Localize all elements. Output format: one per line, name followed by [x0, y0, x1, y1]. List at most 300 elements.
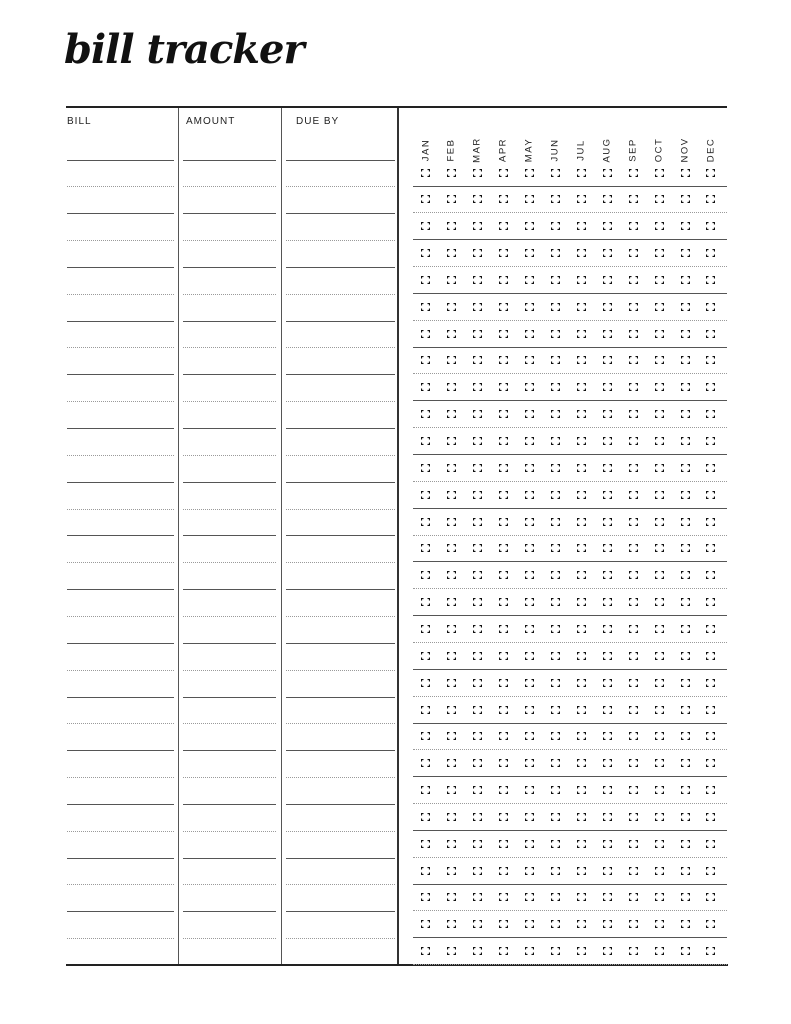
checkbox-icon[interactable] — [473, 759, 482, 767]
checkbox-icon[interactable] — [655, 383, 664, 391]
checkbox-icon[interactable] — [499, 947, 508, 955]
checkbox-icon[interactable] — [577, 759, 586, 767]
checkbox-icon[interactable] — [551, 679, 560, 687]
checkbox-icon[interactable] — [577, 518, 586, 526]
checkbox-icon[interactable] — [577, 598, 586, 606]
checkbox-icon[interactable] — [681, 303, 690, 311]
bill-entry-line[interactable] — [67, 321, 174, 322]
checkbox-icon[interactable] — [629, 356, 638, 364]
checkbox-icon[interactable] — [421, 437, 430, 445]
checkbox-icon[interactable] — [629, 169, 638, 177]
checkbox-icon[interactable] — [706, 732, 715, 740]
checkbox-icon[interactable] — [577, 410, 586, 418]
checkbox-icon[interactable] — [655, 169, 664, 177]
checkbox-icon[interactable] — [421, 249, 430, 257]
checkbox-icon[interactable] — [681, 437, 690, 445]
checkbox-icon[interactable] — [525, 195, 534, 203]
checkbox-icon[interactable] — [447, 464, 456, 472]
checkbox-icon[interactable] — [499, 518, 508, 526]
checkbox-icon[interactable] — [421, 491, 430, 499]
checkbox-icon[interactable] — [655, 759, 664, 767]
checkbox-icon[interactable] — [681, 813, 690, 821]
checkbox-icon[interactable] — [499, 893, 508, 901]
checkbox-icon[interactable] — [473, 786, 482, 794]
checkbox-icon[interactable] — [603, 652, 612, 660]
checkbox-icon[interactable] — [655, 437, 664, 445]
checkbox-icon[interactable] — [577, 222, 586, 230]
checkbox-icon[interactable] — [473, 867, 482, 875]
checkbox-icon[interactable] — [706, 947, 715, 955]
checkbox-icon[interactable] — [421, 544, 430, 552]
checkbox-icon[interactable] — [706, 249, 715, 257]
bill-entry-line[interactable] — [67, 455, 174, 456]
amount-entry-line[interactable] — [183, 428, 276, 429]
checkbox-icon[interactable] — [551, 249, 560, 257]
checkbox-icon[interactable] — [681, 464, 690, 472]
checkbox-icon[interactable] — [525, 383, 534, 391]
checkbox-icon[interactable] — [681, 276, 690, 284]
checkbox-icon[interactable] — [629, 759, 638, 767]
checkbox-icon[interactable] — [655, 679, 664, 687]
checkbox-icon[interactable] — [525, 679, 534, 687]
checkbox-icon[interactable] — [525, 813, 534, 821]
amount-entry-line[interactable] — [183, 750, 276, 751]
amount-entry-line[interactable] — [183, 670, 276, 671]
checkbox-icon[interactable] — [655, 222, 664, 230]
checkbox-icon[interactable] — [629, 786, 638, 794]
checkbox-icon[interactable] — [577, 706, 586, 714]
bill-entry-line[interactable] — [67, 911, 174, 912]
amount-entry-line[interactable] — [183, 643, 276, 644]
checkbox-icon[interactable] — [706, 598, 715, 606]
bill-entry-line[interactable] — [67, 482, 174, 483]
checkbox-icon[interactable] — [681, 330, 690, 338]
checkbox-icon[interactable] — [447, 598, 456, 606]
checkbox-icon[interactable] — [603, 464, 612, 472]
amount-entry-line[interactable] — [183, 267, 276, 268]
checkbox-icon[interactable] — [447, 840, 456, 848]
checkbox-icon[interactable] — [655, 920, 664, 928]
amount-entry-line[interactable] — [183, 697, 276, 698]
checkbox-icon[interactable] — [499, 920, 508, 928]
checkbox-icon[interactable] — [473, 679, 482, 687]
due-by-entry-line[interactable] — [286, 213, 395, 214]
checkbox-icon[interactable] — [551, 571, 560, 579]
checkbox-icon[interactable] — [551, 491, 560, 499]
checkbox-icon[interactable] — [551, 867, 560, 875]
checkbox-icon[interactable] — [525, 222, 534, 230]
checkbox-icon[interactable] — [603, 195, 612, 203]
checkbox-icon[interactable] — [421, 571, 430, 579]
checkbox-icon[interactable] — [551, 195, 560, 203]
checkbox-icon[interactable] — [629, 732, 638, 740]
checkbox-icon[interactable] — [421, 893, 430, 901]
checkbox-icon[interactable] — [681, 652, 690, 660]
checkbox-icon[interactable] — [551, 893, 560, 901]
checkbox-icon[interactable] — [706, 679, 715, 687]
checkbox-icon[interactable] — [655, 625, 664, 633]
checkbox-icon[interactable] — [499, 652, 508, 660]
due-by-entry-line[interactable] — [286, 401, 395, 402]
checkbox-icon[interactable] — [706, 625, 715, 633]
checkbox-icon[interactable] — [551, 813, 560, 821]
checkbox-icon[interactable] — [421, 732, 430, 740]
checkbox-icon[interactable] — [473, 464, 482, 472]
checkbox-icon[interactable] — [525, 249, 534, 257]
amount-entry-line[interactable] — [183, 294, 276, 295]
checkbox-icon[interactable] — [655, 544, 664, 552]
checkbox-icon[interactable] — [447, 947, 456, 955]
checkbox-icon[interactable] — [525, 276, 534, 284]
bill-entry-line[interactable] — [67, 562, 174, 563]
checkbox-icon[interactable] — [447, 276, 456, 284]
checkbox-icon[interactable] — [629, 571, 638, 579]
checkbox-icon[interactable] — [473, 706, 482, 714]
amount-entry-line[interactable] — [183, 374, 276, 375]
checkbox-icon[interactable] — [603, 383, 612, 391]
checkbox-icon[interactable] — [551, 759, 560, 767]
bill-entry-line[interactable] — [67, 428, 174, 429]
checkbox-icon[interactable] — [603, 222, 612, 230]
amount-entry-line[interactable] — [183, 535, 276, 536]
bill-entry-line[interactable] — [67, 804, 174, 805]
checkbox-icon[interactable] — [525, 759, 534, 767]
checkbox-icon[interactable] — [577, 276, 586, 284]
due-by-entry-line[interactable] — [286, 670, 395, 671]
checkbox-icon[interactable] — [473, 652, 482, 660]
checkbox-icon[interactable] — [706, 383, 715, 391]
checkbox-icon[interactable] — [655, 249, 664, 257]
checkbox-icon[interactable] — [603, 276, 612, 284]
checkbox-icon[interactable] — [577, 330, 586, 338]
checkbox-icon[interactable] — [551, 410, 560, 418]
checkbox-icon[interactable] — [706, 222, 715, 230]
checkbox-icon[interactable] — [577, 249, 586, 257]
checkbox-icon[interactable] — [655, 732, 664, 740]
checkbox-icon[interactable] — [551, 732, 560, 740]
bill-entry-line[interactable] — [67, 589, 174, 590]
checkbox-icon[interactable] — [447, 625, 456, 633]
checkbox-icon[interactable] — [629, 544, 638, 552]
amount-entry-line[interactable] — [183, 482, 276, 483]
bill-entry-line[interactable] — [67, 697, 174, 698]
checkbox-icon[interactable] — [421, 598, 430, 606]
bill-entry-line[interactable] — [67, 535, 174, 536]
due-by-entry-line[interactable] — [286, 723, 395, 724]
checkbox-icon[interactable] — [447, 813, 456, 821]
checkbox-icon[interactable] — [655, 706, 664, 714]
checkbox-icon[interactable] — [629, 330, 638, 338]
checkbox-icon[interactable] — [681, 893, 690, 901]
checkbox-icon[interactable] — [603, 330, 612, 338]
checkbox-icon[interactable] — [681, 920, 690, 928]
checkbox-icon[interactable] — [447, 867, 456, 875]
checkbox-icon[interactable] — [551, 518, 560, 526]
checkbox-icon[interactable] — [447, 544, 456, 552]
checkbox-icon[interactable] — [603, 356, 612, 364]
checkbox-icon[interactable] — [525, 920, 534, 928]
checkbox-icon[interactable] — [655, 947, 664, 955]
checkbox-icon[interactable] — [421, 813, 430, 821]
checkbox-icon[interactable] — [706, 920, 715, 928]
due-by-entry-line[interactable] — [286, 347, 395, 348]
bill-entry-line[interactable] — [67, 884, 174, 885]
checkbox-icon[interactable] — [603, 249, 612, 257]
checkbox-icon[interactable] — [499, 276, 508, 284]
checkbox-icon[interactable] — [655, 330, 664, 338]
checkbox-icon[interactable] — [681, 706, 690, 714]
amount-entry-line[interactable] — [183, 723, 276, 724]
checkbox-icon[interactable] — [629, 383, 638, 391]
amount-entry-line[interactable] — [183, 240, 276, 241]
checkbox-icon[interactable] — [629, 276, 638, 284]
checkbox-icon[interactable] — [473, 276, 482, 284]
checkbox-icon[interactable] — [421, 625, 430, 633]
checkbox-icon[interactable] — [551, 786, 560, 794]
checkbox-icon[interactable] — [421, 330, 430, 338]
checkbox-icon[interactable] — [473, 330, 482, 338]
checkbox-icon[interactable] — [499, 679, 508, 687]
checkbox-icon[interactable] — [577, 464, 586, 472]
checkbox-icon[interactable] — [655, 518, 664, 526]
checkbox-icon[interactable] — [551, 625, 560, 633]
checkbox-icon[interactable] — [629, 222, 638, 230]
bill-entry-line[interactable] — [67, 616, 174, 617]
checkbox-icon[interactable] — [629, 920, 638, 928]
checkbox-icon[interactable] — [551, 437, 560, 445]
bill-entry-line[interactable] — [67, 858, 174, 859]
checkbox-icon[interactable] — [447, 518, 456, 526]
checkbox-icon[interactable] — [655, 491, 664, 499]
due-by-entry-line[interactable] — [286, 858, 395, 859]
checkbox-icon[interactable] — [629, 598, 638, 606]
checkbox-icon[interactable] — [655, 410, 664, 418]
checkbox-icon[interactable] — [577, 732, 586, 740]
checkbox-icon[interactable] — [473, 356, 482, 364]
checkbox-icon[interactable] — [421, 652, 430, 660]
checkbox-icon[interactable] — [577, 813, 586, 821]
checkbox-icon[interactable] — [577, 383, 586, 391]
due-by-entry-line[interactable] — [286, 509, 395, 510]
checkbox-icon[interactable] — [706, 464, 715, 472]
checkbox-icon[interactable] — [499, 195, 508, 203]
checkbox-icon[interactable] — [629, 840, 638, 848]
checkbox-icon[interactable] — [499, 222, 508, 230]
checkbox-icon[interactable] — [603, 598, 612, 606]
checkbox-icon[interactable] — [447, 893, 456, 901]
checkbox-icon[interactable] — [681, 947, 690, 955]
due-by-entry-line[interactable] — [286, 884, 395, 885]
checkbox-icon[interactable] — [525, 867, 534, 875]
amount-entry-line[interactable] — [183, 401, 276, 402]
checkbox-icon[interactable] — [629, 867, 638, 875]
due-by-entry-line[interactable] — [286, 804, 395, 805]
checkbox-icon[interactable] — [499, 464, 508, 472]
checkbox-icon[interactable] — [525, 652, 534, 660]
checkbox-icon[interactable] — [706, 195, 715, 203]
amount-entry-line[interactable] — [183, 616, 276, 617]
checkbox-icon[interactable] — [473, 518, 482, 526]
checkbox-icon[interactable] — [681, 222, 690, 230]
checkbox-icon[interactable] — [629, 437, 638, 445]
checkbox-icon[interactable] — [577, 920, 586, 928]
checkbox-icon[interactable] — [681, 518, 690, 526]
checkbox-icon[interactable] — [551, 464, 560, 472]
due-by-entry-line[interactable] — [286, 777, 395, 778]
checkbox-icon[interactable] — [525, 598, 534, 606]
due-by-entry-line[interactable] — [286, 616, 395, 617]
amount-entry-line[interactable] — [183, 884, 276, 885]
checkbox-icon[interactable] — [551, 920, 560, 928]
checkbox-icon[interactable] — [629, 518, 638, 526]
checkbox-icon[interactable] — [525, 491, 534, 499]
checkbox-icon[interactable] — [499, 732, 508, 740]
bill-entry-line[interactable] — [67, 267, 174, 268]
checkbox-icon[interactable] — [421, 759, 430, 767]
checkbox-icon[interactable] — [603, 169, 612, 177]
bill-entry-line[interactable] — [67, 401, 174, 402]
checkbox-icon[interactable] — [603, 410, 612, 418]
checkbox-icon[interactable] — [499, 786, 508, 794]
checkbox-icon[interactable] — [655, 840, 664, 848]
checkbox-icon[interactable] — [499, 169, 508, 177]
amount-entry-line[interactable] — [183, 347, 276, 348]
checkbox-icon[interactable] — [551, 330, 560, 338]
checkbox-icon[interactable] — [603, 625, 612, 633]
checkbox-icon[interactable] — [551, 222, 560, 230]
due-by-entry-line[interactable] — [286, 697, 395, 698]
checkbox-icon[interactable] — [629, 652, 638, 660]
checkbox-icon[interactable] — [603, 867, 612, 875]
checkbox-icon[interactable] — [706, 544, 715, 552]
checkbox-icon[interactable] — [603, 303, 612, 311]
checkbox-icon[interactable] — [525, 893, 534, 901]
checkbox-icon[interactable] — [447, 410, 456, 418]
checkbox-icon[interactable] — [525, 625, 534, 633]
checkbox-icon[interactable] — [421, 464, 430, 472]
checkbox-icon[interactable] — [706, 571, 715, 579]
checkbox-icon[interactable] — [706, 491, 715, 499]
checkbox-icon[interactable] — [447, 383, 456, 391]
checkbox-icon[interactable] — [655, 652, 664, 660]
checkbox-icon[interactable] — [629, 195, 638, 203]
due-by-entry-line[interactable] — [286, 750, 395, 751]
bill-entry-line[interactable] — [67, 750, 174, 751]
checkbox-icon[interactable] — [421, 920, 430, 928]
checkbox-icon[interactable] — [603, 920, 612, 928]
checkbox-icon[interactable] — [551, 276, 560, 284]
checkbox-icon[interactable] — [473, 249, 482, 257]
due-by-entry-line[interactable] — [286, 428, 395, 429]
checkbox-icon[interactable] — [577, 867, 586, 875]
bill-entry-line[interactable] — [67, 670, 174, 671]
due-by-entry-line[interactable] — [286, 294, 395, 295]
checkbox-icon[interactable] — [629, 410, 638, 418]
checkbox-icon[interactable] — [551, 947, 560, 955]
checkbox-icon[interactable] — [499, 383, 508, 391]
checkbox-icon[interactable] — [577, 571, 586, 579]
due-by-entry-line[interactable] — [286, 643, 395, 644]
checkbox-icon[interactable] — [706, 759, 715, 767]
due-by-entry-line[interactable] — [286, 321, 395, 322]
checkbox-icon[interactable] — [655, 867, 664, 875]
checkbox-icon[interactable] — [706, 356, 715, 364]
bill-entry-line[interactable] — [67, 186, 174, 187]
checkbox-icon[interactable] — [629, 303, 638, 311]
checkbox-icon[interactable] — [525, 464, 534, 472]
checkbox-icon[interactable] — [473, 625, 482, 633]
checkbox-icon[interactable] — [629, 813, 638, 821]
checkbox-icon[interactable] — [603, 759, 612, 767]
checkbox-icon[interactable] — [681, 732, 690, 740]
due-by-entry-line[interactable] — [286, 240, 395, 241]
checkbox-icon[interactable] — [421, 679, 430, 687]
bill-entry-line[interactable] — [67, 938, 174, 939]
due-by-entry-line[interactable] — [286, 562, 395, 563]
due-by-entry-line[interactable] — [286, 589, 395, 590]
checkbox-icon[interactable] — [551, 383, 560, 391]
checkbox-icon[interactable] — [603, 732, 612, 740]
checkbox-icon[interactable] — [499, 330, 508, 338]
checkbox-icon[interactable] — [577, 303, 586, 311]
due-by-entry-line[interactable] — [286, 911, 395, 912]
checkbox-icon[interactable] — [499, 759, 508, 767]
bill-entry-line[interactable] — [67, 160, 174, 161]
checkbox-icon[interactable] — [473, 813, 482, 821]
checkbox-icon[interactable] — [629, 893, 638, 901]
checkbox-icon[interactable] — [681, 786, 690, 794]
checkbox-icon[interactable] — [681, 625, 690, 633]
checkbox-icon[interactable] — [603, 840, 612, 848]
checkbox-icon[interactable] — [655, 356, 664, 364]
checkbox-icon[interactable] — [499, 840, 508, 848]
amount-entry-line[interactable] — [183, 321, 276, 322]
checkbox-icon[interactable] — [447, 356, 456, 364]
checkbox-icon[interactable] — [603, 571, 612, 579]
checkbox-icon[interactable] — [473, 732, 482, 740]
checkbox-icon[interactable] — [577, 491, 586, 499]
checkbox-icon[interactable] — [499, 410, 508, 418]
checkbox-icon[interactable] — [681, 169, 690, 177]
checkbox-icon[interactable] — [499, 571, 508, 579]
checkbox-icon[interactable] — [551, 356, 560, 364]
checkbox-icon[interactable] — [421, 706, 430, 714]
checkbox-icon[interactable] — [525, 571, 534, 579]
checkbox-icon[interactable] — [603, 813, 612, 821]
checkbox-icon[interactable] — [706, 840, 715, 848]
amount-entry-line[interactable] — [183, 160, 276, 161]
bill-entry-line[interactable] — [67, 723, 174, 724]
amount-entry-line[interactable] — [183, 911, 276, 912]
amount-entry-line[interactable] — [183, 831, 276, 832]
checkbox-icon[interactable] — [577, 840, 586, 848]
checkbox-icon[interactable] — [706, 330, 715, 338]
checkbox-icon[interactable] — [681, 840, 690, 848]
checkbox-icon[interactable] — [525, 544, 534, 552]
amount-entry-line[interactable] — [183, 938, 276, 939]
checkbox-icon[interactable] — [447, 222, 456, 230]
checkbox-icon[interactable] — [499, 544, 508, 552]
amount-entry-line[interactable] — [183, 589, 276, 590]
checkbox-icon[interactable] — [551, 169, 560, 177]
checkbox-icon[interactable] — [551, 303, 560, 311]
checkbox-icon[interactable] — [473, 303, 482, 311]
checkbox-icon[interactable] — [421, 276, 430, 284]
checkbox-icon[interactable] — [473, 920, 482, 928]
checkbox-icon[interactable] — [577, 679, 586, 687]
checkbox-icon[interactable] — [551, 544, 560, 552]
checkbox-icon[interactable] — [525, 786, 534, 794]
